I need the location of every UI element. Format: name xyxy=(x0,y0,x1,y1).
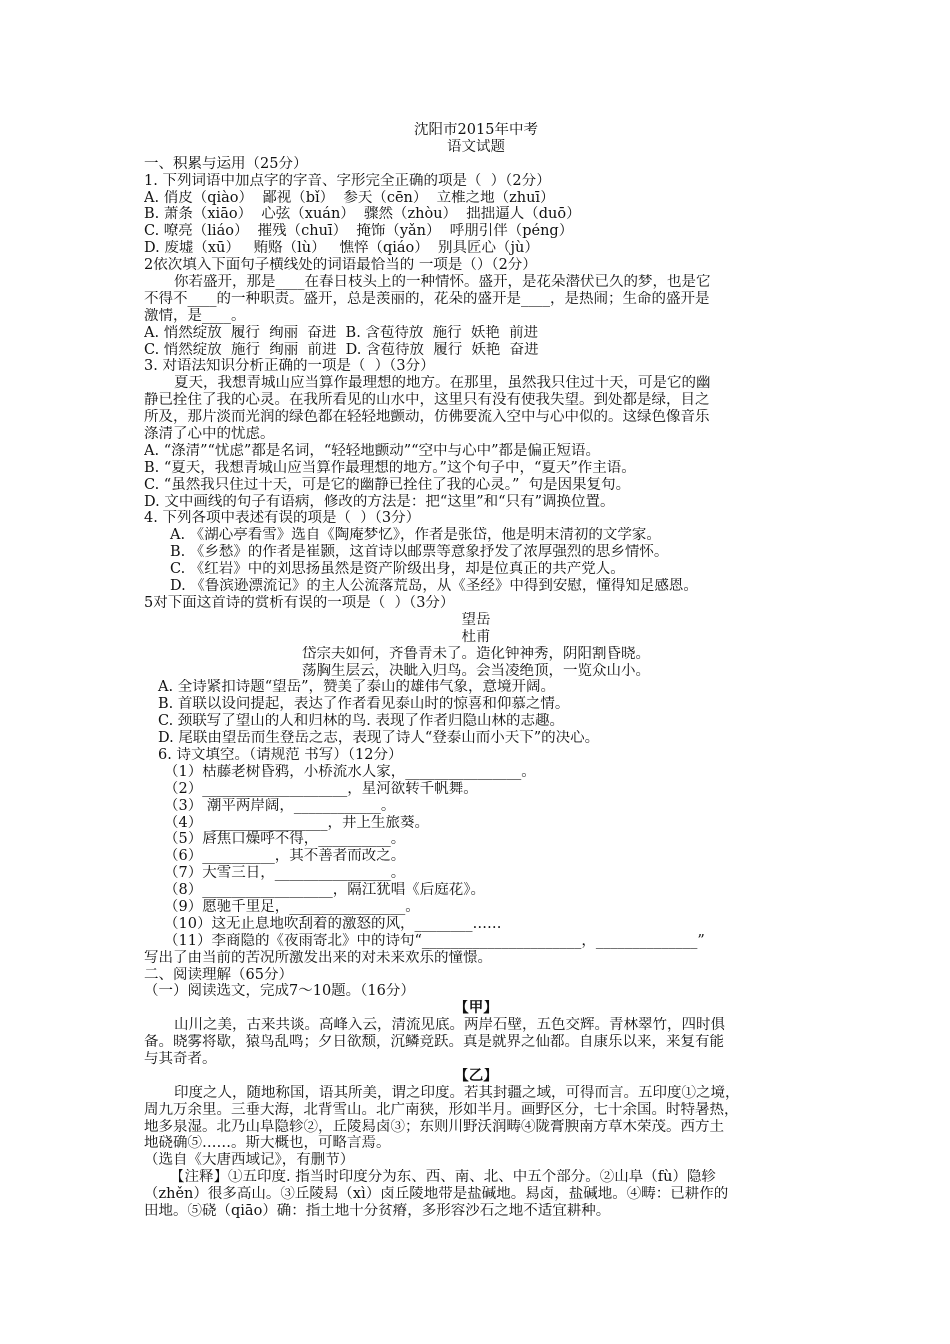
text-line: 6. 诗文填空。（请规范 书写）（12分） xyxy=(158,746,403,763)
text-line: （一）阅读选文，完成7～10题。（16分） xyxy=(144,983,415,1000)
text-line: D. 文中画线的句子有语病，修改的方法是：把“这里”和“只有”调换位置。 xyxy=(144,493,615,510)
text-line: 【乙】 xyxy=(454,1067,498,1084)
text-line: 【甲】 xyxy=(454,1000,498,1017)
text-line: 激情，是____。 xyxy=(144,307,246,324)
text-line: 备。晓雾将歇，猿鸟乱鸣；夕日欲颓，沉鳞竞跃。真是就界之仙都。自康乐以来，来复有能 xyxy=(144,1034,724,1051)
text-line: 周九万余里。三垂大海，北背雪山。北广南狭，形如半月。画野区分，七十余国。时特暑热， xyxy=(144,1101,739,1118)
exam-page xyxy=(144,122,808,1220)
text-line: 3. 对语法知识分析正确的一项是（ ）（3分） xyxy=(144,358,435,375)
text-line: 【注释】①五印度. 指当时印度分为东、西、南、北、中五个部分。②山阜（fù）隐轸 xyxy=(170,1169,716,1186)
text-line: 静已拴住了我的心灵。在我所看见的山水中，这里只有没有使我失望。到处都是绿，目之 xyxy=(144,392,710,409)
text-line: A. 悄然绽放 履行 绚丽 奋进 B. 含苞待放 施行 妖艳 前进 xyxy=(144,324,539,341)
text-line: C. 悄然绽放 施行 绚丽 前进 D. 含苞待放 履行 妖艳 奋进 xyxy=(144,341,539,358)
exam-title: 沈阳市2015年中考 xyxy=(414,122,538,138)
text-line: 不得不____的一种职责。盛开，总是羡丽的，花朵的盛开是____，是热闹；生命的盛开是 xyxy=(144,290,710,307)
text-line: 岱宗夫如何，齐鲁青未了。造化钟神秀，阴阳割昏晓。 xyxy=(302,645,650,662)
text-line: 夏天，我想青城山应当算作最理想的地方。在那里，虽然我只住过十天，可是它的幽 xyxy=(174,375,711,392)
text-line: （5）唇焦口燥呼不得，__________。 xyxy=(164,831,406,848)
text-line: D. 废墟（xū） 贿赂（lù） 憔悴（qiáo） 别具匠心（jù） xyxy=(144,240,539,257)
text-line: 5对下面这首诗的赏析有误的一项是（ ）（3分） xyxy=(144,594,455,611)
text-line: （2）____________________，星河欲转千帆舞。 xyxy=(164,780,478,797)
text-line: （6）__________，其不善者而改之。 xyxy=(164,848,406,865)
text-line: 你若盛开，那是____在春日枝头上的一种情怀。盛开，是花朵潜伏已久的梦，也是它 xyxy=(174,274,711,291)
text-line: 地硗确⑤……。斯大概也，可略言焉。 xyxy=(144,1135,391,1152)
text-line: 田地。⑤硗（qiāo）确：指土地十分贫瘠，多形容沙石之地不适宜耕种。 xyxy=(144,1203,611,1219)
text-line: 写出了由当前的苦况所激发出来的对未来欢乐的憧憬。 xyxy=(144,949,492,966)
text-line: （1）枯藤老树昏鸦，小桥流水人家，________________。 xyxy=(164,763,536,780)
text-line: 望岳 xyxy=(461,611,491,628)
text-line: B. 《乡愁》的作者是崔颢，这首诗以邮票等意象抒发了浓厚强烈的思乡情怀。 xyxy=(170,544,669,561)
text-line: D. 《鲁滨逊漂流记》的主人公流落荒岛，从《圣经》中得到安慰，懂得知足感恩。 xyxy=(170,578,698,595)
text-line: C. 颈联写了望山的人和归林的鸟. 表现了作者归隐山林的志趣。 xyxy=(158,713,565,730)
text-line: （选自《大唐西域记》，有删节） xyxy=(144,1152,355,1169)
text-line: 所及，那片淡而光润的绿色都在轻轻地颤动，仿佛要流入空中与心中似的。这绿色像音乐 xyxy=(144,409,710,426)
text-line: A. “涤清”“忧虑”都是名词，“轻轻地颤动”“空中与心中”都是偏正短语。 xyxy=(144,442,600,459)
text-line: 印度之人，随地称国，语其所美，谓之印度。若其封疆之域，可得而言。五印度①之境， xyxy=(174,1084,740,1101)
text-line: （11）李商隐的《夜雨寄北》中的诗句“______________________，______________” xyxy=(164,932,705,949)
text-line: 1. 下列词语中加点字的字音、字形完全正确的项是（ ）（2分） xyxy=(144,172,551,189)
text-line: 荡胸生层云，决眦入归鸟。会当凌绝顶，一览众山小。 xyxy=(302,662,650,679)
text-line: D. 尾联由望岳而生登岳之志，表现了诗人“登泰山而小天下”的决心。 xyxy=(158,730,600,747)
text-line: 地多泉湿。北乃山阜隐轸②，丘陵舄卤③；东则川野沃润畴④陇膏腴南方草木荣茂。西方土 xyxy=(144,1118,724,1135)
text-line: C. 《红岩》中的刘思扬虽然是资产阶级出身，却是位真正的共产党人。 xyxy=(170,561,625,578)
text-line: （3） 潮平两岸阔，____________。 xyxy=(164,797,396,814)
exam-subtitle: 语文试题 xyxy=(447,138,505,155)
text-line: 2依次填入下面句子横线处的词语最恰当的 一项是（）（2分） xyxy=(144,257,537,274)
text-line: 4. 下列各项中表述有误的项是（ ）（3分） xyxy=(144,510,421,527)
text-line: A. 全诗紧扣诗题“望岳”，赞美了泰山的雄伟气象，意境开阔。 xyxy=(158,679,556,696)
text-line: B. 萧条（xiāo） 心弦（xuán） 骤然（zhòu） 拙拙逼人（duō） xyxy=(144,206,581,223)
text-line: A. 俏皮（qiào） 鄙视（bǐ） 参天（cēn） 立椎之地（zhuī） xyxy=(144,189,555,206)
text-line: （7）大雪三日，________________。 xyxy=(164,865,406,882)
text-line: 山川之美，古来共谈。高峰入云，清流见底。两岸石壁，五色交辉。青林翠竹，四时俱 xyxy=(174,1017,725,1034)
text-line: （4） ________________，井上生旅葵。 xyxy=(164,814,429,831)
text-line: 杜甫 xyxy=(461,628,491,645)
text-line: 涤清了心中的忧虑。 xyxy=(144,426,275,443)
text-line: 与其奇者。 xyxy=(144,1050,217,1067)
text-line: 二、阅读理解（65分） xyxy=(144,966,293,983)
text-line: （9）愿驰千里足，________________。 xyxy=(164,898,420,915)
text-line: （8）__________________，隔江犹唱《后庭花》。 xyxy=(164,882,485,899)
exam-body xyxy=(144,156,808,1220)
text-line: B. “夏天，我想青城山应当算作最理想的地方。”这个句子中，“夏天”作主语。 xyxy=(144,459,636,476)
text-line: （10）这无止息地吹刮着的激怒的风，________…… xyxy=(164,915,502,932)
text-line: A. 《湖心亭看雪》选自《陶庵梦忆》，作者是张岱，他是明末清初的文学家。 xyxy=(170,527,661,544)
text-line: （zhěn）很多高山。③丘陵舄（xì）卤丘陵地带是盐碱地。舄卤，盐碱地。④畴：已耕作的 xyxy=(144,1186,729,1203)
text-line: B. 首联以设问提起，表达了作者看见泰山时的惊喜和仰慕之情。 xyxy=(158,696,570,713)
text-line: C. 嘹亮（liáo） 摧残（chuī） 掩饰（yǎn） 呼朋引伴（péng） xyxy=(144,223,574,240)
text-line: C. “虽然我只住过十天，可是它的幽静已拴住了我的心灵。” 句是因果复句。 xyxy=(144,476,631,493)
text-line: 一、积累与运用（25分） xyxy=(144,155,308,172)
